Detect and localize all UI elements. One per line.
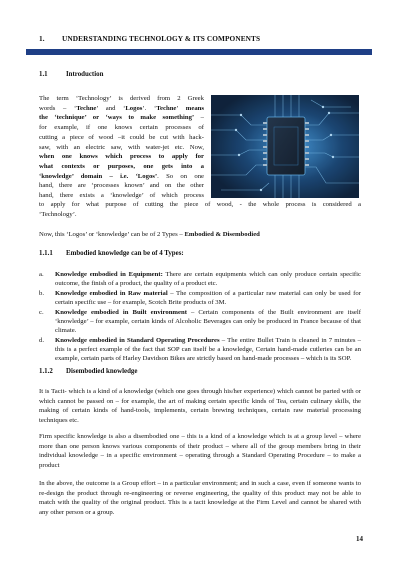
intro-line: cutting a piece of wood –it could be cut with hack- [39,133,204,141]
list-item-title: Knowledge embodied in Raw material [55,289,168,297]
list-item-title: Knowledge embodied in Built environment [55,308,187,316]
section-number: 1.1.1 [39,250,53,257]
chapter-title: UNDERSTANDING TECHNOLOGY & ITS COMPONENTS [62,34,261,43]
chapter-number: 1. [39,34,45,43]
section-number: 1.1.2 [39,368,53,375]
disembodied-paragraph-3: In the above, the outcome is a Group effort – in a particular environment; and in such a case, even if someone wants to re-design the product through re-engineering or reverse engineering, the quality of this product may not be able to match with the quality of the original product. This is a tacit knowledge at the Firm Level and cannot be shared with any other person or a group. [39,480,361,517]
intro-line: for example, if one knows certain processes of [39,124,204,132]
section-heading-intro [39,71,103,78]
intro-line: ‘Technology’. [39,210,77,218]
intro-line: what contexts or purposes, one gets into a [39,162,204,170]
intro-line: ‘knowledge’ domain – i.e. ‘Logos’. So on one [39,172,205,180]
embodied-list [39,270,361,364]
intro-line: hand, there are ‘processes known’ and on the other [39,182,204,190]
intro-line: to apply for what purpose of cutting the piece of wood, - the whole process is considered a [39,201,361,208]
list-item [39,289,361,307]
intro-line: hand, there exists a ‘knowledge’ of which process [39,192,204,200]
intro-paragraph-2 [39,230,369,240]
list-item-text: – Certain components of the Built environment are itself ‘knowledge’ – for example, certain kinds of Alcoholic Beverages can only be produced in France because of that climate. [55,308,361,335]
list-marker: b. [39,289,45,297]
list-item-title: Knowledge embodied in Standard Operating Procedures [55,336,220,344]
types-names: Embodied & Disembodied [184,231,260,238]
list-item [39,308,361,336]
list-item-text: – The entire Bullet Train is cleaned in 7 minutes – this is a perfect example of the fact that SOP can itself be a knowledge, Certain hand-made cutleries can be an example, certain parts of Harley Davidson Bikes are strictly based on hand-made processes – which is its SOP. [55,336,361,363]
intro-line: the ‘technique’ or ‘ways to make something’ – [39,114,205,122]
list-marker: a. [39,271,44,278]
chapter-rule [26,49,372,55]
disembodied-paragraph-1: It is Tacit- which is a kind of a knowledge (which one goes through his/her experience) which cannot be parted with or which cannot be passed on – for example, the art of making certain specific kinds of Tea, certain culinary skills, the making of certain kinds of hand-tools, implements, certain brewing techniques, certain raw material processing techniques etc. [39,388,361,425]
chapter-heading [39,34,260,43]
disembodied-paragraph-2: Firm specific knowledge is also a disembodied one – this is a kind of a knowledge which is at a group level – where more than one person knows various components of their product – where all of the group members bring in their individual knowledge – in a specific environment – operating through a Standard Operating Procedure – to make a product [39,433,361,470]
list-marker: c. [39,308,44,316]
section-heading-disembodied [39,368,137,375]
list-item-text: There are certain equipments which can only produce certain specific outcome, the finish of a product, the quality of a product etc. [55,271,361,288]
section-title: Disembodied knowledge [66,368,138,375]
section-heading-embodied [39,250,184,257]
intro-paragraph-1 [39,94,204,201]
section-title: Embodied knowledge can be of 4 Types: [66,250,184,257]
list-item-text: – The composition of a particular raw material can only be used for certain specific use – for example, Scotch Brite products of 3M. [55,289,361,307]
page-number: 14 [356,535,363,543]
intro-line: words – ‘Techne’ and ‘Logos’. ‘Techne’ means [39,104,204,112]
image-alt [0,0,1,1]
list-item [39,336,361,364]
intro-line: The term ‘Technology’ is derived from 2 Greek [39,95,204,102]
intro-paragraph-1-source [0,0,1,1]
types-sentence: Now, this ‘Logos’ or ‘knowledge’ can be of 2 Types – [39,231,185,238]
section-title: Introduction [66,71,104,78]
intro-line: saw, with an electric saw, with water-jet etc. Now, [39,143,204,151]
circuit-board-illustration [211,95,359,198]
circuit-board-image [211,95,359,198]
list-marker: d. [39,336,45,344]
section-number: 1.1 [39,71,48,78]
intro-paragraph-1-continued [39,200,361,219]
list-item [39,270,361,288]
intro-line: when one knows which process to apply for [39,153,204,161]
list-item-title: Knowledge embodied in Equipment: [55,271,163,278]
